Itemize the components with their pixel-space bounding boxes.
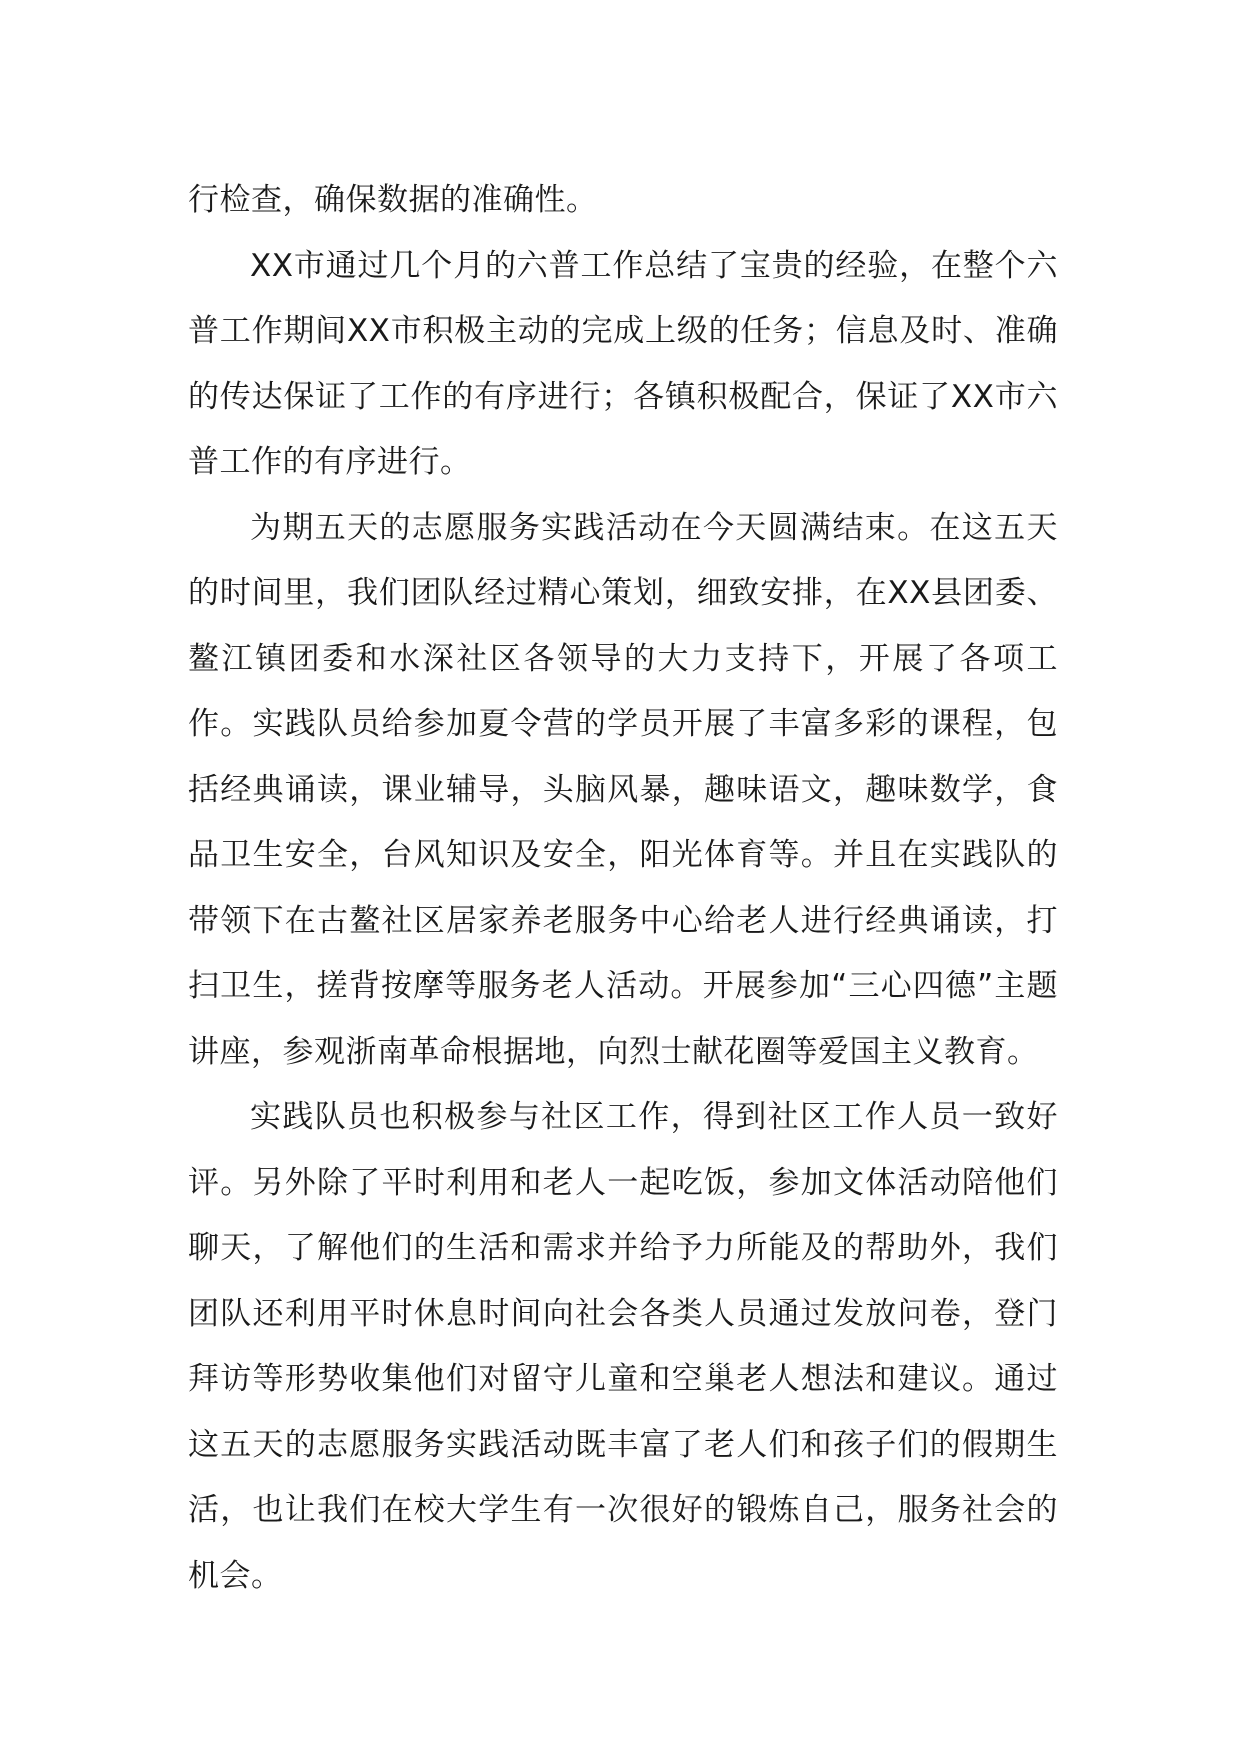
paragraph-1: 行检查，确保数据的准确性。 xyxy=(188,182,598,218)
paragraph-3: 为期五天的志愿服务实践活动在今天圆满结束。在这五天的时间里，我们团队经过精心策划，细致安排，在XX县团委、鳌江镇团委和水深社区各领导的大力支持下，开展了各项工作。实践队员给参加夏令营的学员开展了丰富多彩的课程，包括经典诵读，课业辅导，头脑风暴，趣味语文，趣味数学，食品卫生安全，台风知识及安全，阳光体育等。并且在实践队的带领下在古鳌社区居家养老服务中心给老人进行经典诵读，打扫卫生，搓背按摩等服务老人活动。开展参加“三心四德”主题讲座，参观浙南革命根据地，向烈士献花圈等爱国主义教育。 xyxy=(188,509,1058,1070)
paragraph-4: 实践队员也积极参与社区工作，得到社区工作人员一致好评。另外除了平时利用和老人一起吃饭，参加文体活动陪他们聊天，了解他们的生活和需求并给予力所能及的帮助外，我们团队还利用平时休息时间向社会各类人员通过发放问卷，登门拜访等形势收集他们对留守儿童和空巢老人想法和建议。通过这五天的志愿服务实践活动既丰富了老人们和孩子们的假期生活，也让我们在校大学生有一次很好的锻炼自己，服务社会的机会。 xyxy=(188,1099,1058,1594)
paragraph-2: XX市通过几个月的六普工作总结了宝贵的经验，在整个六普工作期间XX市积极主动的完成上级的任务；信息及时、准确的传达保证了工作的有序进行；各镇积极配合，保证了XX市六普工作的有序进行。 xyxy=(188,247,1058,480)
document-body xyxy=(188,168,1058,1609)
